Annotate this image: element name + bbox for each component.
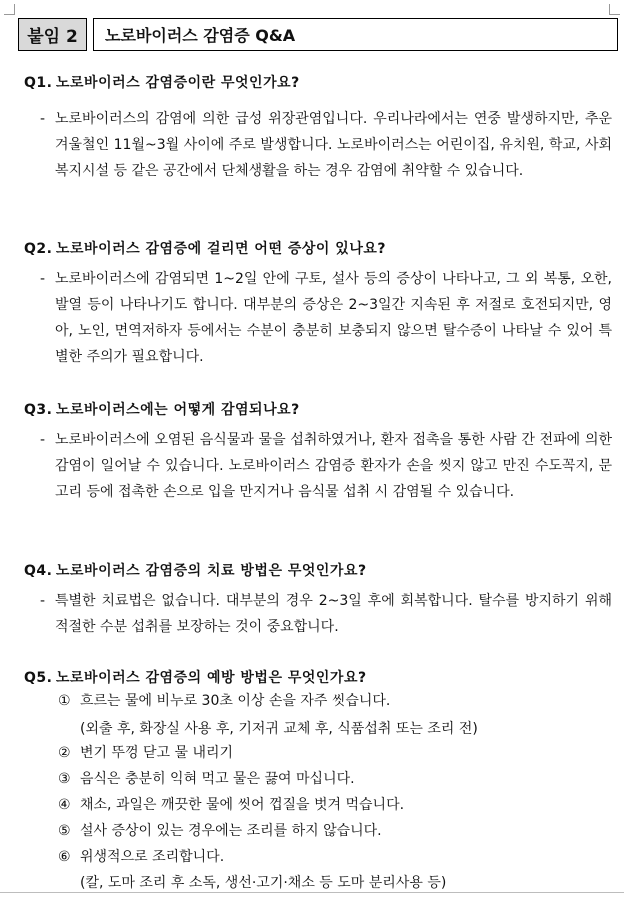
question-5 (24, 667, 367, 687)
item-text: 위생적으로 조리합니다. (80, 849, 225, 865)
prevention-item (58, 818, 382, 844)
question-number: Q3. (24, 402, 53, 418)
question-number: Q1. (24, 75, 53, 91)
prevention-item (58, 766, 355, 792)
page-corner-mark-left (4, 4, 15, 15)
question-text: 노로바이러스에는 어떻게 감염되나요? (56, 402, 300, 418)
attachment-badge: 붙임 2 (18, 18, 87, 51)
question-text: 노로바이러스 감염증의 예방 방법은 무엇인가요? (56, 670, 367, 686)
item-text: 채소, 과일은 깨끗한 물에 씻어 껍질을 벗겨 먹습니다. (80, 797, 405, 813)
answer-text: 특별한 치료법은 없습니다. 대부분의 경우 2~3일 후에 회복합니다. 탈수를 방지하기 위해 적절한 수분 섭취를 보장하는 것이 중요합니다. (55, 593, 612, 635)
answer-text: 노로바이러스에 오염된 음식물과 물을 섭취하였거나, 환자 접촉을 통한 사람 간 전파에 의한 감염이 일어날 수 있습니다. 노로바이러스 감염증 환자가 손을 씻지 않고 만진 수도꼭지, 문고리 등에 접촉한 손으로 입을 만지거나 음식물 섭취 시 감염될 수 있습니다. (55, 432, 612, 500)
item-number: ④ (58, 797, 71, 813)
answer-text: 노로바이러스에 감염되면 1~2일 안에 구토, 설사 등의 증상이 나타나고, 그 외 복통, 오한, 발열 등이 나타나기도 합니다. 대부분의 증상은 2~3일간 지속된 후 저절로 호전되지만, 영아, 노인, 면역저하자 등에서는 수분이 충분히 보충되지 않으면 탈수증이 나타날 수 있어 특별한 주의가 필요합니다. (55, 271, 612, 365)
item-number: ③ (58, 771, 71, 787)
answer-1 (40, 106, 612, 184)
item-number: ② (58, 745, 71, 761)
prevention-item (58, 688, 390, 714)
question-number: Q5. (24, 670, 53, 686)
question-number: Q4. (24, 563, 53, 579)
page-corner-mark-right (609, 4, 620, 15)
question-1 (24, 72, 300, 92)
item-number: ⑤ (58, 823, 71, 839)
answer-4 (40, 588, 612, 640)
dash-bullet: - (40, 593, 46, 609)
item-text: 흐르는 물에 비누로 30초 이상 손을 자주 씻습니다. (80, 693, 391, 709)
question-text: 노로바이러스 감염증에 걸리면 어떤 증상이 있나요? (56, 241, 386, 257)
dash-bullet: - (40, 271, 46, 287)
prevention-item (58, 740, 233, 766)
question-text: 노로바이러스 감염증이란 무엇인가요? (56, 75, 300, 91)
handwash-note: (외출 후, 화장실 사용 후, 기저귀 교체 후, 식품섭취 또는 조리 전) (80, 721, 478, 737)
document-header (18, 18, 618, 51)
prevention-item (58, 792, 404, 818)
dash-bullet: - (40, 111, 46, 127)
cooking-note: (칼, 도마 조리 후 소독, 생선·고기·채소 등 도마 분리사용 등) (80, 875, 447, 891)
page-title: 노로바이러스 감염증 Q&A (93, 18, 618, 51)
question-4 (24, 560, 367, 580)
question-number: Q2. (24, 241, 53, 257)
question-3 (24, 399, 300, 419)
item-number: ① (58, 693, 71, 709)
item-text: 변기 뚜껑 닫고 물 내리기 (80, 745, 234, 761)
question-2 (24, 238, 386, 258)
question-text: 노로바이러스 감염증의 치료 방법은 무엇인가요? (56, 563, 367, 579)
item-text: 음식은 충분히 익혀 먹고 물은 끓여 마십니다. (80, 771, 355, 787)
item-number: ⑥ (58, 849, 71, 865)
dash-bullet: - (40, 432, 46, 448)
answer-3 (40, 427, 612, 505)
item-text: 설사 증상이 있는 경우에는 조리를 하지 않습니다. (80, 823, 382, 839)
answer-2 (40, 266, 612, 370)
prevention-item (58, 844, 224, 870)
answer-text: 노로바이러스의 감염에 의한 급성 위장관염입니다. 우리나라에서는 연중 발생하지만, 추운 겨울철인 11월~3월 사이에 주로 발생합니다. 노로바이러스는 어린이집, 유치원, 학교, 사회복지시설 등 같은 공간에서 단체생활을 하는 경우 감염에 취약할 수 있습니다. (55, 111, 612, 179)
